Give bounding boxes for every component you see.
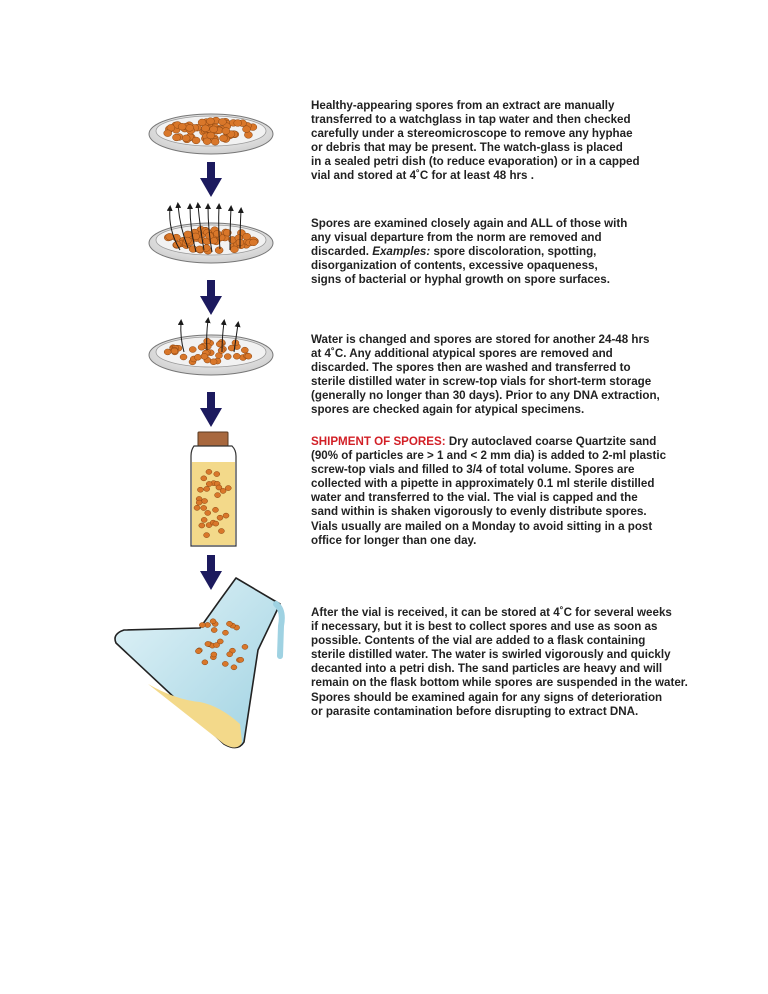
spore	[164, 130, 172, 137]
spore	[245, 353, 252, 359]
spore	[227, 652, 233, 657]
shipment-heading: SHIPMENT OF SPORES:	[311, 435, 446, 448]
spore	[180, 354, 187, 360]
spore	[171, 348, 178, 354]
spore	[192, 137, 200, 144]
spore	[213, 521, 219, 526]
spore	[210, 126, 218, 133]
watchglass-icon	[149, 320, 273, 375]
spore	[233, 353, 240, 359]
spore	[206, 118, 214, 125]
step-5-text: After the vial is received, it can be stored at 4˚C for several weeks if necessary, but it is best to collect spores and use as soon as possible. Contents of the vial are added to a flask containing sterile distilled water. The water is swirled vigorously and quickly decanted into a petri dish. The sand particles are heavy and will remain on the flask bottom while spores are suspended in the water. Spores should be examined again for any signs of deterioration or parasite contamination before disrupting to extract DNA.	[311, 606, 688, 718]
spore	[215, 247, 223, 254]
spore	[189, 347, 196, 353]
spore	[218, 118, 226, 125]
spore	[201, 505, 207, 510]
spore	[222, 128, 230, 135]
spore	[219, 135, 227, 142]
down-arrow-icon	[200, 162, 222, 197]
spore	[230, 246, 238, 253]
spore	[199, 622, 205, 627]
spore	[205, 641, 211, 646]
spore	[234, 120, 242, 127]
spore	[201, 125, 209, 132]
spore	[186, 125, 194, 132]
spore	[217, 515, 223, 520]
spore	[238, 657, 244, 662]
spore	[224, 354, 231, 360]
spore	[202, 660, 208, 665]
spore	[173, 134, 181, 141]
spore	[211, 652, 217, 657]
spore	[201, 353, 208, 359]
down-arrow-icon	[200, 555, 222, 590]
spore	[222, 661, 228, 666]
spore	[206, 481, 212, 486]
spore	[211, 627, 217, 632]
spore	[213, 230, 221, 237]
spore	[214, 472, 220, 477]
step-4-text: SHIPMENT OF SPORES: Dry autoclaved coarse Quartzite sand (90% of particles are > 1 and < 2 mm dia) is added to 2-ml plastic screw-top vials and filled to 3/4 of total volume. Spores are collected with a pipette in approximately 0.1 ml sterile distilled water and transferred to the vial. The vial is capped and the sand within is shaken vigorously to evenly distribute spores. Vials usually are mailed on a Monday to avoid sitting in a post office for longer than one day.	[311, 435, 667, 547]
spore	[220, 488, 226, 493]
spore	[178, 123, 186, 130]
spore	[231, 665, 237, 670]
spore	[199, 523, 205, 528]
spore	[202, 498, 208, 503]
vial-icon	[191, 432, 236, 546]
spore	[222, 630, 228, 635]
spore	[194, 354, 201, 360]
spore	[204, 486, 210, 491]
spore	[226, 621, 232, 626]
spore	[194, 505, 200, 510]
spore	[197, 487, 203, 492]
spore	[198, 344, 205, 350]
step-1-text: Healthy-appearing spores from an extract are manually transferred to a watchglass in tap water and then checked carefully under a stereomicroscope to remove any hyphae or debris that may be present. The watch-glass is placed in a sealed petri dish (to reduce evaporation) or in a capped vial and stored at 4˚C for at least 48 hrs .	[311, 99, 640, 183]
spore	[196, 500, 202, 505]
spore	[223, 513, 229, 518]
spore	[206, 469, 212, 474]
down-arrow-icon	[200, 392, 222, 427]
spore	[214, 643, 220, 648]
spore	[201, 517, 207, 522]
spore	[249, 239, 257, 246]
spore	[205, 510, 211, 515]
spore	[218, 528, 224, 533]
down-arrow-icon	[200, 280, 222, 315]
watchglass-icon	[149, 114, 273, 154]
spore	[184, 231, 192, 238]
spore	[201, 476, 207, 481]
spore	[212, 507, 218, 512]
spore	[211, 138, 219, 145]
spore	[241, 347, 248, 353]
spore	[243, 233, 251, 240]
spore	[195, 649, 201, 654]
spore	[210, 359, 217, 365]
spore	[242, 644, 248, 649]
step-3-text: Water is changed and spores are stored for another 24-48 hrs at 4˚C. Any additional atypical spores are removed and discarded. The spores then are washed and transferred to sterile distilled water in screw-top vials for short-term storage (generally no longer than 30 days). Prior to any DNA extraction, spores are checked again for atypical specimens.	[311, 333, 660, 417]
watchglass-icon	[149, 205, 273, 263]
spore	[210, 619, 216, 624]
process-illustration	[0, 0, 300, 994]
step-2-text: Spores are examined closely again and ALL of those with any visual departure from the norm are removed and discarded. Examples: spore discoloration, spotting, disorganization of contents, excessive opaqueness, signs of bacterial or hyphal growth on spore surfaces.	[311, 217, 628, 287]
spore	[182, 135, 190, 142]
spore	[215, 493, 221, 498]
spore	[164, 349, 171, 355]
spore	[207, 132, 215, 139]
spore	[204, 533, 210, 538]
spore	[243, 126, 251, 133]
flask-icon	[115, 578, 282, 748]
